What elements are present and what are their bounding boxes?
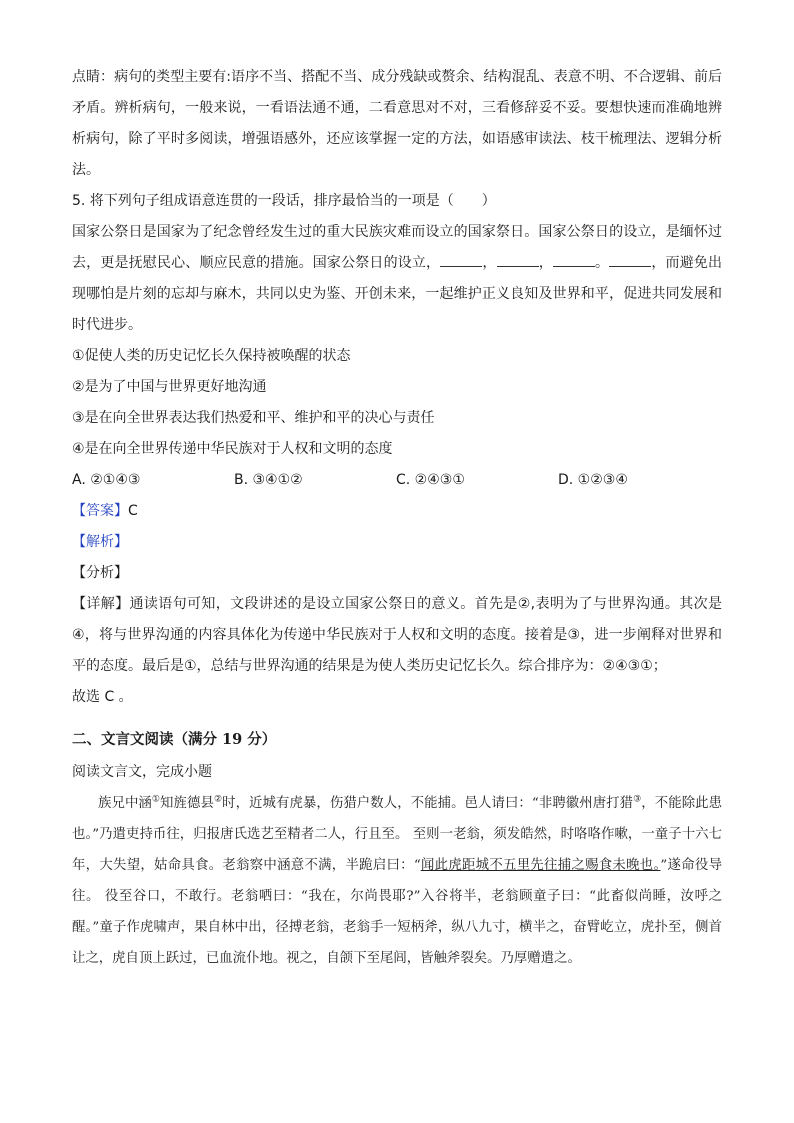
passage-text: 时，近城有虎暴，伤猎户数人，不能捕。邑人请曰：“非聘徽州唐打猎 [222, 796, 634, 811]
question-5-passage [72, 217, 722, 341]
note-marker-2: ② [213, 794, 223, 805]
passage-text: 知旌德县 [160, 796, 214, 811]
tip-paragraph: 点睛：病句的类型主要有:语序不当、搭配不当、成分残缺或赘余、结构混乱、表意不明、不合逻辑、前后矛盾。辨析病句，一般来说，一看语法通不通，二看意思对不对，三看修辞妥不妥。要想快速而准确地辨析病句，除了平时多阅读，增强语感外，还应该掌握一定的方法，如语感审读法、枝干梳理法、逻辑分析法。 [72, 69, 722, 178]
answer-line [72, 496, 722, 527]
section-heading: 二、文言文阅读（满分 19 分） [72, 731, 277, 748]
document-page [72, 62, 722, 974]
answer-value: C [128, 503, 138, 519]
analysis-tag: 【解析】 [72, 534, 128, 550]
note-marker-1: ① [151, 794, 161, 805]
passage-part-b: ，而避免出现哪怕是片刻的忘却与麻木，共同以史为鉴、开创未来，一起维护正义良知及世界和平，促进共同发展和时代进步。 [72, 255, 723, 333]
question-5-stem: 5. 将下列句子组成语意连贯的一段话，排序最恰当的一项是（ ） [72, 193, 496, 209]
detail-paragraph [72, 589, 722, 682]
blank-1 [440, 250, 482, 267]
option-b: B. ③④①② [234, 472, 303, 488]
section-instruction: 阅读文言文，完成小题 [72, 764, 212, 780]
detail-tag: 【详解】 [72, 596, 130, 612]
answer-tag: 【答案】 [72, 503, 128, 519]
answer-options [72, 465, 722, 496]
underlined-sentence: 闻此虎距城不五里先往捕之赐食未晚也。 [420, 858, 661, 873]
sentence-item: ④是在向全世界传递中华民族对于人权和文明的态度 [72, 441, 393, 457]
note-marker-3: ③ [633, 794, 642, 805]
blank-2 [497, 250, 539, 267]
passage-text: ，不能除此患也。”乃遣吏持币往，归报唐氏选艺至精者二人，行且至。 至则一老翁，须发皓然，时咯咯作嗽，一童子十六七年，大失望，姑命具食。老翁察中涵意不满，半跪启曰：“ [72, 796, 723, 873]
passage-part-a: 国家公祭日是国家为了纪念曾经发生过的重大民族灾难而设立的国家祭日。国家公祭日的设立，是缅怀过去，更是抚慰民心、顺应民意的措施。国家公祭日的设立， [72, 224, 722, 271]
passage-text: 族兄中涵 [98, 796, 152, 811]
option-a: A. ②①④③ [72, 472, 141, 488]
option-d: D. ①②③④ [558, 472, 628, 488]
classical-passage [72, 788, 722, 974]
sep-comma-1: ， [482, 255, 497, 271]
conclusion: 故选 C 。 [72, 689, 133, 705]
sep-comma-2: ， [538, 255, 553, 271]
sentence-item: ②是为了中国与世界更好地沟通 [72, 379, 267, 395]
option-c: C. ②④③① [396, 472, 465, 488]
sentence-item: ①促使人类的历史记忆长久保持被唤醒的状态 [72, 348, 351, 364]
detail-text: 通读语句可知，文段讲述的是设立国家公祭日的意义。首先是②,表明为了与世界沟通。其次是④，将与世界沟通的内容具体化为传递中华民族对于人权和文明的态度。接着是③，进一步阐释对世界和平的态度。最后是①，总结与世界沟通的结果是为使人类历史记忆长久。综合排序为：②④③①； [72, 596, 723, 674]
sentence-item: ③是在向全世界表达我们热爱和平、维护和平的决心与责任 [72, 410, 435, 426]
sep-period: 。 [594, 255, 610, 271]
passage-text: ”遂命役导往。 役至谷口，不敢行。老翁哂曰：“我在，尔尚畏耶?”入谷将半，老翁顾童子曰：“此畜似尚睡，汝呼之醒。”童子作虎啸声，果自林中出，径搏老翁，老翁手一短柄斧，纵八九寸，横半之，奋臂屹立，虎扑至，侧首让之，虎自顶上跃过，已血流仆地。视之，自颌下至尾闾，皆触斧裂矣。乃厚赠遣之。 [72, 858, 722, 966]
fenxi-tag: 【分析】 [72, 565, 128, 581]
blank-4 [609, 250, 651, 267]
blank-3 [553, 250, 595, 267]
